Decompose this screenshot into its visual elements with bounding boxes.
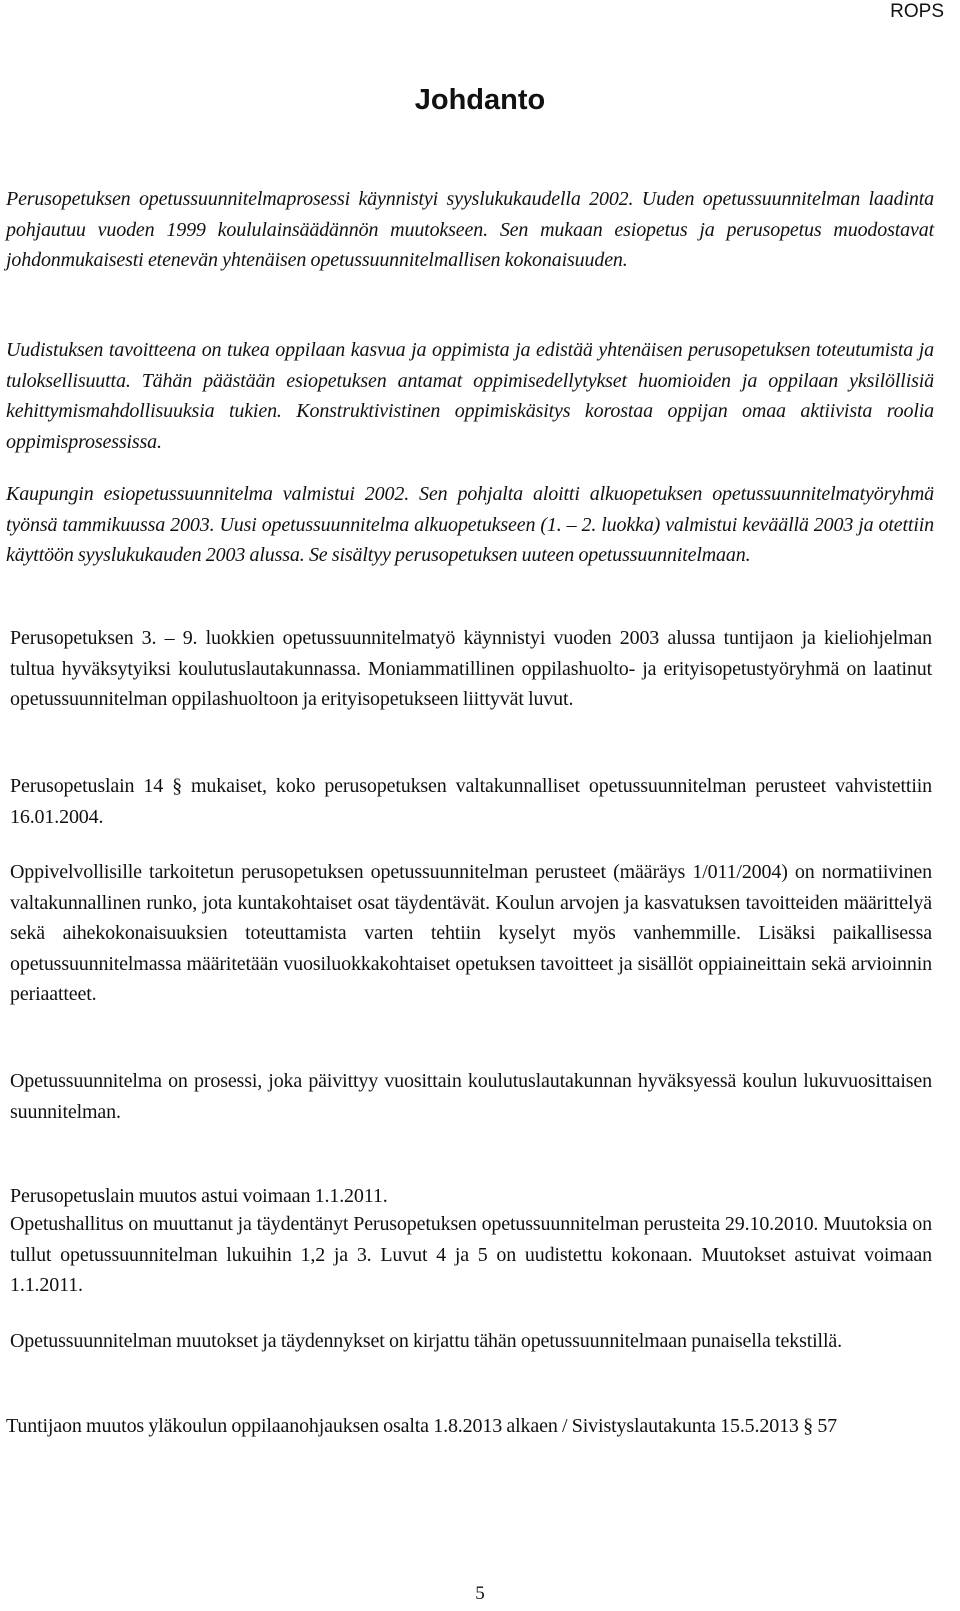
paragraph-curriculum-process: Opetussuunnitelma on prosessi, joka päivittyy vuosittain koulutuslautakunnan hyväksyessä koulun lukuvuosittaisen suunnitelman. bbox=[10, 1070, 932, 1123]
paragraph-board-changes: Opetushallitus on muuttanut ja täydentänyt Perusopetuksen opetussuunnitelman perusteita 29.10.2010. Muutoksia on tullut opetussuunnitelman lukuihin 1,2 ja 3. Luvut 4 ja 5 on uudistettu kokonaan. Muutokset astuivat voimaan 1.1.2011. bbox=[10, 1213, 932, 1296]
page-title: Johdanto bbox=[414, 84, 546, 116]
paragraph-reform-goal: Uudistuksen tavoitteena on tukea oppilaan kasvua ja oppimista ja edistää yhtenäisen perusopetuksen toteutumista ja tuloksellisuutta. Tähän päästään esiopetuksen antamat oppimisedellytykset huomioiden ja oppilaan yksilöllisiä kehittymismahdollisuuksia tukien. Konstruktivistinen oppimiskäsitys korostaa oppijan omaa aktiivista roolia oppimisprosessissa. bbox=[6, 339, 934, 453]
paragraph-grades-3-9: Perusopetuksen 3. – 9. luokkien opetussuunnitelmatyö käynnistyi vuoden 2003 alussa tuntijaon ja kieliohjelman tultua hyväksytyiksi koulutuslautakunnassa. Moniammatillinen oppilashuolto- ja erityisopetustyöryhmä on laatinut opetussuunnitelman oppilashuoltoon ja erityisopetukseen liittyvät luvut. bbox=[10, 627, 932, 710]
paragraph-intro-process: Perusopetuksen opetussuunnitelmaprosessi käynnistyi syyslukukaudella 2002. Uuden opetussuunnitelman laadinta pohjautuu vuoden 1999 koululainsäädännön muutokseen. Sen mukaan esiopetus ja perusopetus muodostavat johdonmukaisesti etenevän yhtenäisen opetussuunnitelmallisen kokonaisuuden. bbox=[6, 188, 934, 271]
paragraph-national-basis: Perusopetuslain 14 § mukaiset, koko perusopetuksen valtakunnalliset opetussuunnitelman perusteet vahvistettiin 16.01.2004. bbox=[10, 775, 932, 828]
paragraph-law-change: Perusopetuslain muutos astui voimaan 1.1.2011. bbox=[10, 1185, 388, 1207]
paragraph-city-preschool-plan: Kaupungin esiopetussuunnitelma valmistui 2002. Sen pohjalta aloitti alkuopetuksen opetussuunnitelmatyöryhmä työnsä tammikuussa 2003. Uusi opetussuunnitelma alkuopetukseen (1. – 2. luokka) valmistui keväällä 2003 ja otettiin käyttöön syyslukukauden 2003 alussa. Se sisältyy perusopetuksen uuteen opetussuunnitelmaan. bbox=[6, 483, 934, 566]
paragraph-compulsory-education: Oppivelvollisille tarkoitetun perusopetuksen opetussuunnitelman perusteet (määräys 1/011/2004) on normatiivinen valtakunnallinen runko, jota kuntakohtaiset osat täydentävät. Koulun arvojen ja kasvatuksen tavoitteiden määrittelyä sekä aihekokonaisuuksien toteuttamista varten tehtiin kyselyt myös vanhemmille. Lisäksi paikallisessa opetussuunnitelmassa määritetään vuosiluokkakohtaiset opetuksen tavoitteet ja sisällöt oppiaineittain sekä arvioinnin periaatteet. bbox=[10, 861, 932, 1005]
paragraph-red-text-note: Opetussuunnitelman muutokset ja täydennykset on kirjattu tähän opetussuunnitelmaan punaisella tekstillä. bbox=[10, 1330, 842, 1352]
paragraph-timetable-change: Tuntijaon muutos yläkoulun oppilaanohjauksen osalta 1.8.2013 alkaen / Sivistyslautakunta 15.5.2013 § 57 bbox=[6, 1415, 838, 1437]
document-header: ROPS bbox=[890, 1, 944, 22]
page-number: 5 bbox=[475, 1583, 485, 1604]
